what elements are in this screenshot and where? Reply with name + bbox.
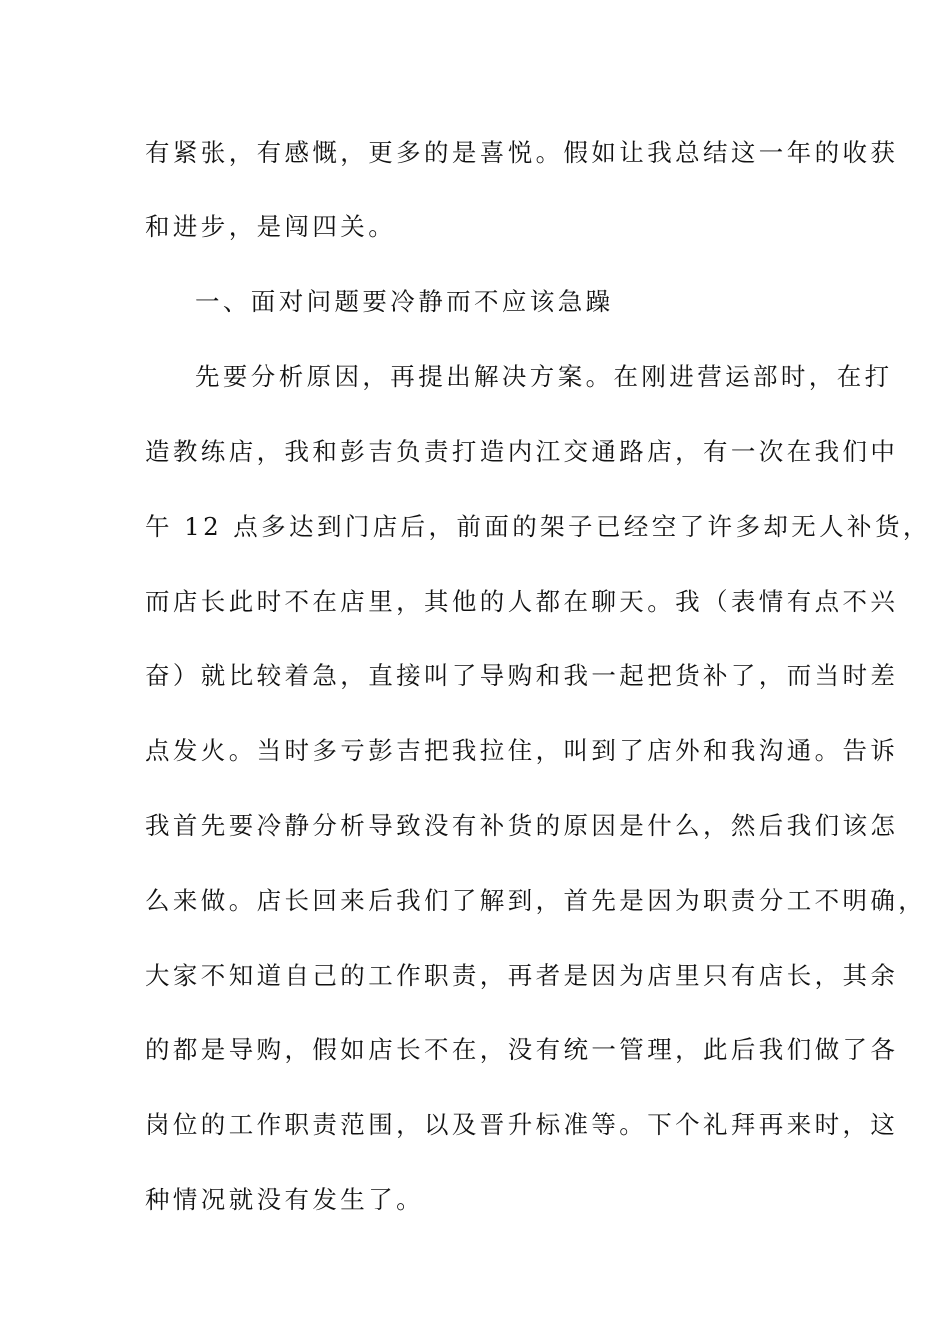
paragraph-first-line: 先要分析原因，再提出解决方案。在刚进营运部时，在打	[195, 362, 893, 391]
text-line: 午 12 点多达到门店后，前面的架子已经空了许多却无人补货，	[145, 512, 931, 541]
text-line: 奋）就比较着急，直接叫了导购和我一起把货补了，而当时差	[145, 661, 899, 690]
text-line: 的都是导购，假如店长不在，没有统一管理，此后我们做了各	[145, 1035, 899, 1064]
text-line: 岗位的工作职责范围，以及晋升标准等。下个礼拜再来时，这	[145, 1110, 899, 1139]
text-line: 有紧张，有感慨，更多的是喜悦。假如让我总结这一年的收获	[145, 138, 899, 167]
text-line: 造教练店，我和彭吉负责打造内江交通路店，有一次在我们中	[145, 437, 899, 466]
text-line: 点发火。当时多亏彭吉把我拉住，叫到了店外和我沟通。告诉	[145, 736, 899, 765]
text-line: 大家不知道自己的工作职责，再者是因为店里只有店长，其余	[145, 961, 899, 990]
text-line: 么来做。店长回来后我们了解到，首先是因为职责分工不明确，	[145, 886, 927, 915]
text-line: 和进步，是闯四关。	[145, 212, 397, 241]
text-line: 种情况就没有发生了。	[145, 1185, 424, 1214]
text-line: 而店长此时不在店里，其他的人都在聊天。我（表情有点不兴	[145, 587, 899, 616]
section-heading: 一、面对问题要冷静而不应该急躁	[195, 287, 614, 316]
text-line: 我首先要冷静分析导致没有补货的原因是什么，然后我们该怎	[145, 811, 899, 840]
